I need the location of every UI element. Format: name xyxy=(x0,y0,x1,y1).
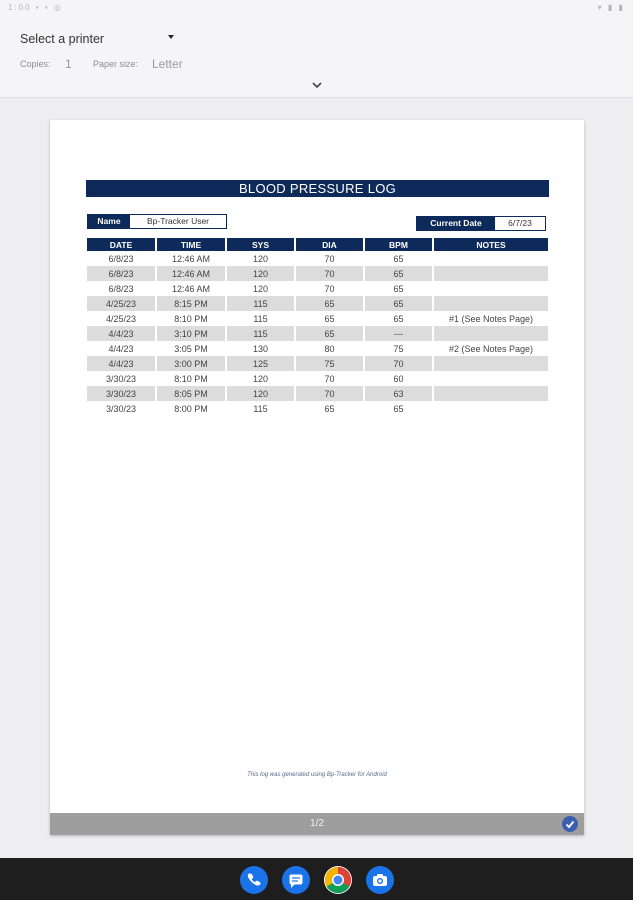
cell-bpm: 65 xyxy=(365,251,434,266)
cell-dia: 80 xyxy=(296,341,365,356)
table-row xyxy=(87,371,548,386)
cell-sys: 120 xyxy=(227,281,296,296)
cell-dia: 75 xyxy=(296,356,365,371)
cell-sys: 115 xyxy=(227,296,296,311)
cell-time: 8:00 PM xyxy=(157,401,227,416)
cell-time: 12:46 AM xyxy=(157,251,227,266)
table-row xyxy=(87,296,548,311)
cell-notes xyxy=(434,326,548,341)
cell-notes xyxy=(434,356,548,371)
messages-app-icon[interactable] xyxy=(282,866,310,894)
cell-bpm: 75 xyxy=(365,341,434,356)
camera-app-icon[interactable] xyxy=(366,866,394,894)
table-row xyxy=(87,356,548,371)
column-header-notes: NOTES xyxy=(434,238,548,251)
cell-bpm: 65 xyxy=(365,401,434,416)
paper-size-select[interactable]: Letter xyxy=(152,57,183,71)
cell-notes xyxy=(434,266,548,281)
cell-date: 3/30/23 xyxy=(87,401,157,416)
footer-note: This log was generated using Bp-Tracker for Android xyxy=(247,772,387,778)
log-title: BLOOD PRESSURE LOG xyxy=(86,180,549,197)
printer-select-dropdown[interactable] xyxy=(20,30,178,48)
print-preview-page[interactable] xyxy=(50,120,584,835)
cell-date: 6/8/23 xyxy=(87,266,157,281)
table-row xyxy=(87,326,548,341)
column-header-time: TIME xyxy=(157,238,227,251)
current-date-label: Current Date xyxy=(417,217,495,230)
cell-dia: 70 xyxy=(296,281,365,296)
cell-sys: 115 xyxy=(227,311,296,326)
cell-sys: 115 xyxy=(227,401,296,416)
cell-dia: 70 xyxy=(296,266,365,281)
cell-bpm: 65 xyxy=(365,266,434,281)
phone-app-icon[interactable] xyxy=(240,866,268,894)
cell-sys: 120 xyxy=(227,371,296,386)
cell-dia: 65 xyxy=(296,401,365,416)
cell-bpm: 65 xyxy=(365,281,434,296)
cell-bpm: 63 xyxy=(365,386,434,401)
current-date-field xyxy=(416,216,546,231)
name-label: Name xyxy=(88,215,130,228)
column-header-dia: DIA xyxy=(296,238,365,251)
table-row xyxy=(87,281,548,296)
status-bar xyxy=(0,0,633,18)
cell-time: 8:10 PM xyxy=(157,371,227,386)
cell-notes xyxy=(434,401,548,416)
cell-dia: 70 xyxy=(296,386,365,401)
cell-bpm: 65 xyxy=(365,311,434,326)
cell-dia: 70 xyxy=(296,371,365,386)
cell-bpm: 60 xyxy=(365,371,434,386)
print-options-header xyxy=(0,18,633,98)
cell-sys: 125 xyxy=(227,356,296,371)
status-bar-left: 1:00 ▪ ▪ ◎ xyxy=(8,3,63,12)
chrome-app-icon[interactable] xyxy=(324,866,352,894)
cell-time: 3:00 PM xyxy=(157,356,227,371)
cell-notes: #2 (See Notes Page) xyxy=(448,343,534,354)
cell-date: 4/4/23 xyxy=(87,326,157,341)
chevron-down-icon xyxy=(309,79,325,91)
column-header-bpm: BPM xyxy=(365,238,434,251)
paper-size-label: Paper size: xyxy=(93,59,139,69)
cell-bpm: 70 xyxy=(365,356,434,371)
printer-select-label: Select a printer xyxy=(20,32,105,46)
name-field xyxy=(87,214,227,229)
checkmark-icon xyxy=(562,816,578,832)
page-number: 1/2 xyxy=(310,818,324,829)
page-indicator-bar xyxy=(50,813,584,835)
expand-options-button[interactable] xyxy=(309,78,325,90)
cell-notes: #1 (See Notes Page) xyxy=(448,313,534,324)
camera-icon xyxy=(366,866,394,894)
column-header-date: DATE xyxy=(87,238,157,251)
cell-date: 4/25/23 xyxy=(87,296,157,311)
cell-date: 6/8/23 xyxy=(87,281,157,296)
cell-time: 3:10 PM xyxy=(157,326,227,341)
cell-notes xyxy=(434,386,548,401)
cell-time: 12:46 AM xyxy=(157,266,227,281)
cell-date: 6/8/23 xyxy=(87,251,157,266)
cell-dia: 65 xyxy=(296,296,365,311)
table-row xyxy=(87,386,548,401)
chrome-logo-icon xyxy=(324,866,352,894)
cell-date: 4/25/23 xyxy=(87,311,157,326)
cell-notes xyxy=(434,281,548,296)
cell-time: 8:05 PM xyxy=(157,386,227,401)
cell-date: 3/30/23 xyxy=(87,386,157,401)
cell-time: 12:46 AM xyxy=(157,281,227,296)
cell-notes xyxy=(434,296,548,311)
cell-dia: 70 xyxy=(296,251,365,266)
cell-notes xyxy=(434,371,548,386)
table-row xyxy=(87,311,548,326)
copies-input[interactable]: 1 xyxy=(65,57,72,71)
table-header-row xyxy=(87,238,548,251)
name-value: Bp-Tracker User xyxy=(146,216,210,226)
table-row xyxy=(87,401,548,416)
message-bubble-icon xyxy=(282,866,310,894)
page-select-checkbox[interactable] xyxy=(562,816,578,832)
cell-time: 8:10 PM xyxy=(157,311,227,326)
cell-sys: 130 xyxy=(227,341,296,356)
cell-bpm: --- xyxy=(365,326,434,341)
cell-date: 4/4/23 xyxy=(87,356,157,371)
cell-sys: 115 xyxy=(227,326,296,341)
table-row xyxy=(87,251,548,266)
current-date-value: 6/7/23 xyxy=(508,218,532,228)
cell-time: 3:05 PM xyxy=(157,341,227,356)
cell-time: 8:15 PM xyxy=(157,296,227,311)
cell-date: 3/30/23 xyxy=(87,371,157,386)
table-row xyxy=(87,266,548,281)
taskbar xyxy=(0,858,633,900)
cell-date: 4/4/23 xyxy=(87,341,157,356)
status-bar-right: ▾ ▮ ▮ xyxy=(597,3,625,12)
cell-notes xyxy=(434,251,548,266)
cell-sys: 120 xyxy=(227,266,296,281)
phone-icon xyxy=(240,866,268,894)
cell-sys: 120 xyxy=(227,251,296,266)
blood-pressure-table xyxy=(87,238,548,416)
cell-bpm: 65 xyxy=(365,296,434,311)
cell-dia: 65 xyxy=(296,311,365,326)
copies-label: Copies: xyxy=(20,59,51,69)
table-row xyxy=(87,341,548,356)
cell-dia: 65 xyxy=(296,326,365,341)
dropdown-caret-icon xyxy=(168,35,174,39)
column-header-sys: SYS xyxy=(227,238,296,251)
cell-sys: 120 xyxy=(227,386,296,401)
